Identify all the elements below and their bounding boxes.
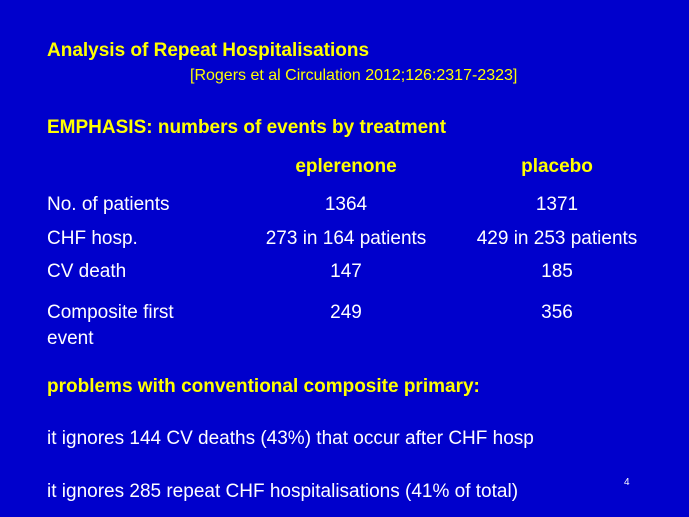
cell-patients-eplerenone: 1364 (324, 194, 368, 215)
cell-cv-death-eplerenone: 147 (330, 261, 362, 282)
cell-patients-placebo: 1371 (535, 194, 579, 215)
page-number: 4 (624, 477, 630, 488)
column-header-eplerenone: eplerenone (295, 156, 397, 177)
cell-chf-hosp-eplerenone: 273 in 164 patients (265, 228, 427, 249)
problems-heading: problems with conventional composite primary: (47, 376, 480, 397)
row-label-chf-hosp: CHF hosp. (47, 228, 138, 249)
cell-composite-eplerenone: 249 (330, 302, 362, 323)
column-header-placebo: placebo (521, 156, 593, 177)
cell-chf-hosp-placebo: 429 in 253 patients (476, 228, 638, 249)
point-cv-deaths: it ignores 144 CV deaths (43%) that occur after CHF hosp (47, 428, 534, 449)
row-label-patients: No. of patients (47, 194, 170, 215)
emphasis-heading: EMPHASIS: numbers of events by treatment (47, 117, 447, 138)
point-repeat-hosp: it ignores 285 repeat CHF hospitalisations (41% of total) (47, 481, 519, 502)
cell-cv-death-placebo: 185 (541, 261, 573, 282)
cell-composite-placebo: 356 (541, 302, 573, 323)
row-label-composite: Composite first event (47, 302, 174, 349)
slide-title: Analysis of Repeat Hospitalisations (47, 40, 370, 61)
citation: [Rogers et al Circulation 2012;126:2317-2323] (190, 67, 518, 84)
row-label-cv-death: CV death (47, 261, 127, 282)
